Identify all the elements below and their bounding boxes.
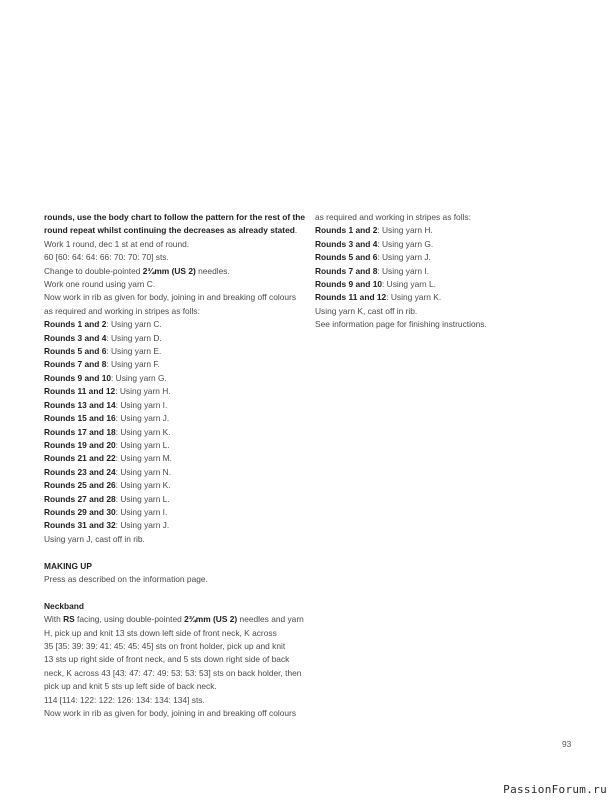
text-segment: needles. bbox=[195, 265, 230, 276]
bold-text: Rounds 5 and 6 bbox=[315, 252, 378, 263]
text-line bbox=[315, 278, 577, 291]
text-line bbox=[44, 265, 306, 278]
text-segment: : Using yarn G. bbox=[111, 372, 167, 383]
text-segment: Using yarn K, cast off in rib. bbox=[315, 305, 418, 316]
text-segment: : Using yarn I. bbox=[377, 265, 430, 276]
text-segment: : Using yarn I. bbox=[115, 506, 168, 517]
bold-text: Rounds 23 and 24 bbox=[44, 466, 116, 477]
bold-text: Rounds 3 and 4 bbox=[44, 332, 107, 343]
text-segment: Now work in rib as given for body, joining in and breaking off colours bbox=[44, 292, 297, 303]
bold-text: Rounds 31 and 32 bbox=[44, 520, 116, 531]
text-line bbox=[44, 640, 306, 653]
text-segment: : Using yarn K. bbox=[115, 426, 171, 437]
section-heading: MAKING UP bbox=[44, 560, 92, 571]
text-segment: : Using yarn L. bbox=[382, 279, 437, 290]
bold-text: Rounds 25 and 26 bbox=[44, 480, 116, 491]
text-line bbox=[315, 238, 577, 251]
bold-text: 2¾mm (US 2) bbox=[142, 265, 196, 276]
bold-text: Rounds 19 and 20 bbox=[44, 439, 116, 450]
text-segment: neck, K across 43 [43: 47: 47: 49: 53: 53: 53] sts on back holder, then bbox=[44, 667, 302, 678]
text-segment: pick up and knit 5 sts up left side of back neck. bbox=[44, 681, 217, 692]
text-line bbox=[44, 345, 306, 358]
bold-text: Rounds 11 and 12 bbox=[44, 386, 116, 397]
text-line bbox=[44, 439, 306, 452]
bold-text: Rounds 27 and 28 bbox=[44, 493, 116, 504]
text-line bbox=[44, 399, 306, 412]
text-line bbox=[44, 466, 306, 479]
text-line bbox=[315, 291, 577, 304]
bold-text: Rounds 29 and 30 bbox=[44, 506, 116, 517]
text-line bbox=[44, 426, 306, 439]
text-segment: : Using yarn K. bbox=[115, 480, 171, 491]
bold-text: 2¾mm (US 2) bbox=[184, 614, 238, 625]
right-column bbox=[315, 211, 577, 332]
text-segment: 60 [60: 64: 64: 66: 70: 70: 70] sts. bbox=[44, 252, 169, 263]
text-segment: : Using yarn L. bbox=[115, 439, 170, 450]
text-segment: : Using yarn F. bbox=[106, 359, 160, 370]
bold-text: Rounds 5 and 6 bbox=[44, 346, 107, 357]
bold-text: Rounds 11 and 12 bbox=[315, 292, 387, 303]
text-segment: : Using yarn G. bbox=[377, 238, 434, 249]
text-line bbox=[44, 694, 306, 707]
text-line bbox=[44, 493, 306, 506]
text-segment: : Using yarn H. bbox=[377, 225, 433, 236]
text-segment: 114 [114: 122: 122: 126: 134: 134: 134] sts. bbox=[44, 694, 205, 705]
text-line bbox=[44, 519, 306, 532]
bold-text: Rounds 3 and 4 bbox=[315, 238, 378, 249]
left-column bbox=[44, 211, 306, 720]
text-segment: : Using yarn J. bbox=[115, 413, 170, 424]
text-line bbox=[44, 238, 306, 251]
text-line bbox=[44, 224, 306, 237]
text-line bbox=[44, 506, 306, 519]
bold-text: Rounds 7 and 8 bbox=[44, 359, 107, 370]
text-segment: needles and yarn bbox=[237, 614, 304, 625]
text-line bbox=[44, 211, 306, 224]
page-number: 93 bbox=[562, 739, 572, 749]
text-line bbox=[44, 627, 306, 640]
text-segment: Press as described on the information page. bbox=[44, 573, 208, 584]
text-line bbox=[315, 251, 577, 264]
text-line bbox=[315, 318, 577, 331]
bold-text: Rounds 13 and 14 bbox=[44, 399, 116, 410]
text-line bbox=[44, 305, 306, 318]
text-line bbox=[44, 452, 306, 465]
section-heading: Neckband bbox=[44, 600, 85, 611]
text-line bbox=[44, 533, 306, 546]
text-segment: H, pick up and knit 13 sts down left side of front neck, K across bbox=[44, 627, 277, 638]
bold-text: Rounds 17 and 18 bbox=[44, 426, 116, 437]
text-line bbox=[44, 372, 306, 385]
bold-text: Rounds 1 and 2 bbox=[44, 319, 107, 330]
text-segment: : Using yarn D. bbox=[106, 332, 162, 343]
text-line bbox=[44, 573, 306, 586]
paragraph-gap bbox=[44, 586, 306, 599]
text-segment: With bbox=[44, 614, 64, 625]
bold-text: Rounds 15 and 16 bbox=[44, 413, 116, 424]
text-line bbox=[44, 385, 306, 398]
text-line bbox=[44, 251, 306, 264]
text-segment: Work 1 round, dec 1 st at end of round. bbox=[44, 238, 190, 249]
paragraph-gap bbox=[44, 546, 306, 559]
text-line bbox=[44, 479, 306, 492]
bold-text: RS bbox=[63, 614, 75, 625]
text-line bbox=[44, 358, 306, 371]
text-segment: : Using yarn E. bbox=[106, 346, 162, 357]
text-segment: : Using yarn K. bbox=[386, 292, 442, 303]
text-line bbox=[44, 680, 306, 693]
text-line bbox=[44, 707, 306, 720]
text-line bbox=[44, 653, 306, 666]
text-segment: : Using yarn C. bbox=[106, 319, 162, 330]
bold-text: rounds, use the body chart to follow the pattern for the rest of the bbox=[44, 212, 306, 222]
bold-text: Rounds 9 and 10 bbox=[44, 372, 112, 383]
text-segment: : Using yarn J. bbox=[115, 520, 170, 531]
text-line bbox=[44, 412, 306, 425]
text-line bbox=[44, 278, 306, 291]
bold-text: round repeat whilst continuing the decreases as already stated bbox=[44, 225, 295, 236]
text-line bbox=[315, 265, 577, 278]
text-line bbox=[44, 291, 306, 304]
bold-text: Rounds 9 and 10 bbox=[315, 279, 383, 290]
text-segment: facing, using double-pointed bbox=[74, 614, 185, 625]
text-segment: Change to double-pointed bbox=[44, 265, 143, 276]
bold-text: Rounds 21 and 22 bbox=[44, 453, 116, 464]
text-segment: Now work in rib as given for body, joining in and breaking off colours bbox=[44, 708, 297, 718]
text-segment: Work one round using yarn C. bbox=[44, 279, 156, 290]
bold-text: Rounds 1 and 2 bbox=[315, 225, 378, 236]
watermark: PassionForum.ru bbox=[503, 783, 607, 796]
bold-text: Rounds 7 and 8 bbox=[315, 265, 378, 276]
text-line bbox=[315, 305, 577, 318]
text-line bbox=[44, 332, 306, 345]
text-segment: : Using yarn L. bbox=[115, 493, 170, 504]
text-line bbox=[44, 318, 306, 331]
text-segment: Using yarn J, cast off in rib. bbox=[44, 533, 145, 544]
text-segment: as required and working in stripes as folls: bbox=[315, 212, 471, 222]
text-segment: : Using yarn J. bbox=[377, 252, 431, 263]
text-line bbox=[315, 211, 577, 224]
text-segment: See information page for finishing instructions. bbox=[315, 319, 487, 330]
text-line bbox=[44, 613, 306, 626]
text-segment: as required and working in stripes as folls: bbox=[44, 305, 200, 316]
text-segment: : Using yarn N. bbox=[115, 466, 172, 477]
text-line bbox=[44, 667, 306, 680]
text-segment: 35 [35: 39: 39: 41: 45: 45: 45] sts on front holder, pick up and knit bbox=[44, 640, 286, 651]
text-segment: : Using yarn I. bbox=[115, 399, 168, 410]
text-segment: 13 sts up right side of front neck, and 5 sts down right side of back bbox=[44, 654, 290, 665]
text-segment: . bbox=[294, 225, 298, 236]
text-segment: : Using yarn M. bbox=[115, 453, 172, 464]
text-segment: : Using yarn H. bbox=[115, 386, 171, 397]
text-line bbox=[315, 224, 577, 237]
